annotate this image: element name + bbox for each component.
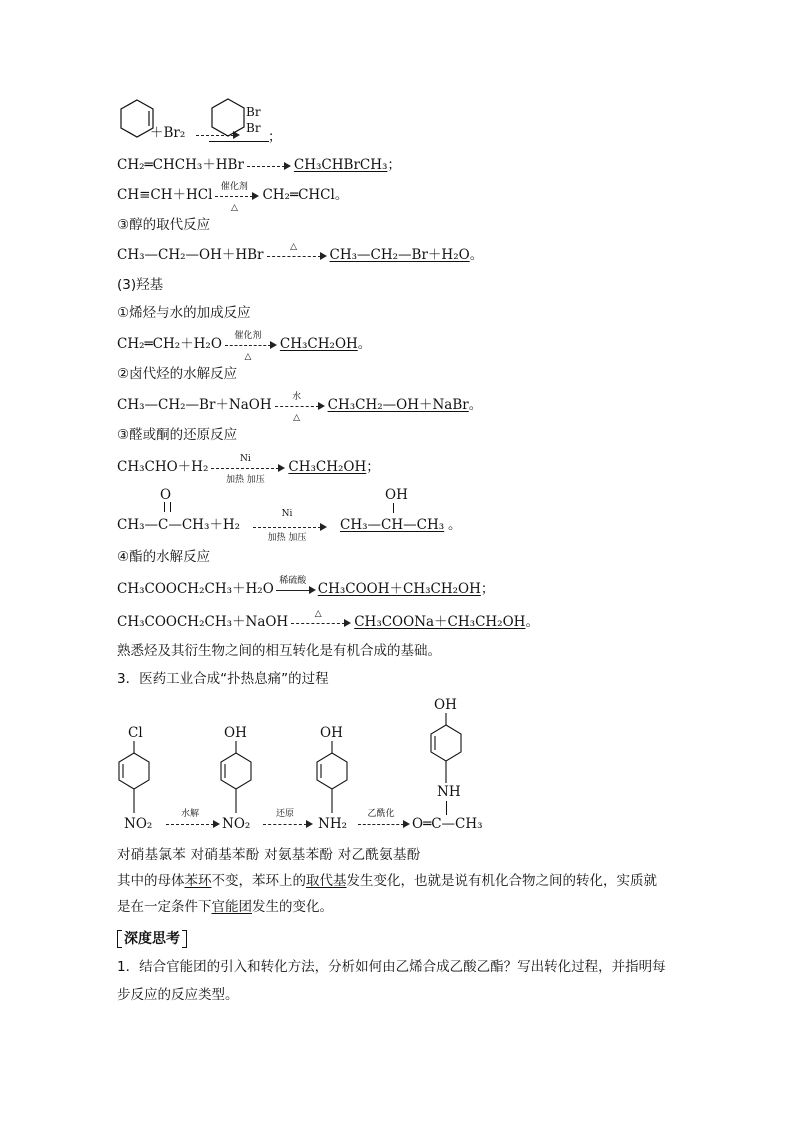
h4-r2-end: 。 — [525, 614, 539, 630]
h2-end: 。 — [468, 397, 483, 413]
h3-end: ； — [366, 459, 380, 475]
explanation-line-2 — [117, 898, 333, 916]
deep-thinking-title — [117, 928, 187, 948]
r2-product: CH₃CHBrCH₃ — [293, 157, 388, 173]
h2-above: 水 — [292, 391, 302, 402]
alc-above: △ — [290, 241, 297, 252]
m2-top-label: OH — [224, 725, 247, 741]
heading-haloalkane-hydrolysis: ②卤代烃的水解反应 — [117, 366, 238, 382]
explain-1a: 其中的母体 — [117, 873, 185, 889]
m1-top-label: Cl — [128, 725, 143, 741]
alc-product: CH₃—CH₂—Br＋H₂O — [329, 247, 470, 263]
deep-thinking-label: 深度思考 — [124, 931, 180, 947]
arrow2-label: 还原 — [275, 809, 294, 819]
h4-r2-arrow — [291, 608, 351, 632]
m4-top-label: OH — [434, 697, 457, 713]
heading-hydroxyl: (3)羟基 — [117, 277, 164, 293]
heading-ester-hydrolysis: ④酯的水解反应 — [117, 549, 211, 565]
h3-product: CH₃CH₂OH — [288, 459, 367, 475]
reaction-ester-acid-hydrolysis — [117, 575, 495, 599]
r3-below: △ — [230, 202, 238, 213]
explain-1c: 不变，苯环上的 — [211, 873, 306, 889]
h4-r1-left: CH₃COOCH₂CH₃＋H₂O — [117, 581, 274, 597]
arrow1-label: 水解 — [180, 809, 199, 819]
summary-text: 熟悉烃及其衍生物之间的相互转化是有机合成的基础。 — [117, 643, 441, 659]
m4-n-c-bond — [446, 801, 447, 815]
h1-product: CH₃CH₂OH — [279, 336, 358, 352]
r3-above: 催化剂 — [220, 181, 248, 192]
h1-above: 催化剂 — [234, 330, 262, 341]
h4-r2-left: CH₃COOCH₂CH₃＋NaOH — [117, 614, 289, 630]
heading-alkene-hydration: ①烯烃与水的加成反应 — [117, 305, 251, 321]
m2-benzene-ring — [218, 741, 254, 815]
m1-bottom-label: NO₂ — [124, 816, 153, 832]
h3-above: Ni — [239, 453, 251, 464]
ketone-o: O — [160, 487, 172, 503]
h2-left: CH₃—CH₂—Br＋NaOH — [117, 397, 272, 413]
arrow-acetylation — [358, 809, 410, 833]
h1-arrow — [225, 330, 277, 362]
arrow-reduction — [263, 809, 313, 833]
reaction-bromoethane-naoh — [117, 391, 483, 423]
ketone-below: 加热 加压 — [267, 533, 307, 543]
reaction-acetylene-hcl — [117, 181, 349, 213]
h1-below: △ — [244, 351, 252, 362]
ketone-double-bond — [164, 502, 171, 512]
m3-bottom-label: NH₂ — [318, 816, 347, 832]
explanation-line-1 — [117, 872, 657, 890]
h4-r1-cond: 稀硫酸 — [279, 575, 307, 586]
m3-benzene-ring — [314, 741, 350, 815]
h4-r1-end: ； — [480, 581, 495, 597]
m4-benzene-ring — [428, 713, 464, 785]
alc-arrow — [267, 241, 327, 265]
explain-2c: 发生的变化。 — [252, 899, 333, 915]
heading-paracetamol-synthesis: 3．医药工业合成“扑热息痛”的过程 — [117, 671, 329, 687]
explain-functional-group: 官能团 — [211, 899, 252, 915]
alc-end: 。 — [469, 247, 484, 263]
ketone-oh: OH — [385, 487, 408, 503]
r2-end: ； — [387, 157, 401, 173]
r3-arrow — [215, 181, 259, 213]
r1-br-1: Br — [246, 105, 261, 119]
h2-below: △ — [293, 412, 301, 423]
ketone-arrow — [253, 509, 327, 543]
ketone-end: 。 — [448, 517, 462, 533]
reaction-propene-hbr — [117, 156, 401, 175]
h3-left: CH₃CHO＋H₂ — [117, 459, 209, 475]
ketone-product: CH₃—CH—CH₃ — [340, 517, 445, 533]
ketone-left: CH₃—C—CH₃＋H₂ — [117, 517, 241, 533]
arrow-hydrolysis — [166, 809, 220, 833]
heading-alcohol-substitution: ③醇的取代反应 — [117, 217, 211, 233]
m3-top-label: OH — [320, 725, 343, 741]
reaction-ester-base-hydrolysis — [117, 608, 539, 632]
r2-left: CH₂═CHCH₃＋HBr — [117, 157, 244, 173]
question-1-line-1: 1．结合官能团的引入和转化方法，分析如何由乙烯合成乙酸乙酯？写出转化过程，并指明每 — [117, 959, 666, 975]
explain-benzene-ring: 苯环 — [184, 873, 212, 889]
question-1-line-2: 步反应的反应类型。 — [117, 987, 239, 1003]
dibromocyclohexane-structure — [208, 97, 248, 139]
compound-names: 对硝基氯苯 对硝基苯酚 对氨基苯酚 对乙酰氨基酚 — [117, 847, 421, 863]
h3-below: 加热 加压 — [225, 474, 265, 485]
m1-benzene-ring — [116, 741, 152, 815]
ketone-above: Ni — [281, 509, 293, 519]
heading-carbonyl-reduction: ③醛或酮的还原反应 — [117, 427, 238, 443]
ketone-oh-bond — [393, 503, 394, 513]
reaction-alcohol-hbr — [117, 241, 484, 265]
r3-left: CH≡CH＋HCl — [117, 187, 213, 203]
h2-arrow — [275, 391, 325, 423]
reaction-acetaldehyde-h2 — [117, 453, 380, 485]
r3-end: 。 — [334, 187, 349, 203]
r1-reagent: ＋Br₂ — [150, 125, 186, 141]
reaction-ethylene-water — [117, 330, 372, 362]
h3-arrow — [211, 453, 285, 485]
arrow3-label: 乙酰化 — [367, 809, 395, 819]
h4-r2-product: CH₃COONa＋CH₃CH₂OH — [354, 614, 526, 630]
explain-2a: 是在一定条件下 — [117, 899, 212, 915]
h1-end: 。 — [357, 336, 372, 352]
r1-product-underline — [209, 141, 269, 142]
explain-1e: 发生变化，也就是说有机化合物之间的转化，实质就 — [346, 873, 657, 889]
m4-bottom-label: O═C—CH₃ — [412, 816, 483, 832]
h2-product: CH₃CH₂—OH＋NaBr — [327, 397, 469, 413]
h1-left: CH₂═CH₂＋H₂O — [117, 336, 222, 352]
alc-left: CH₃—CH₂—OH＋HBr — [117, 247, 264, 263]
r1-br-2: Br — [246, 121, 261, 135]
m4-nh-label: NH — [437, 784, 461, 800]
m2-bottom-label: NO₂ — [222, 816, 251, 832]
r3-product: CH₂═CHCl — [262, 187, 335, 203]
r2-arrow — [247, 157, 291, 175]
r1-end: ； — [268, 129, 282, 145]
h4-r1-product: CH₃COOH＋CH₃CH₂OH — [317, 581, 481, 597]
h4-r1-arrow — [276, 575, 316, 599]
h4-r2-above: △ — [314, 608, 322, 619]
explain-substituent: 取代基 — [306, 873, 347, 889]
